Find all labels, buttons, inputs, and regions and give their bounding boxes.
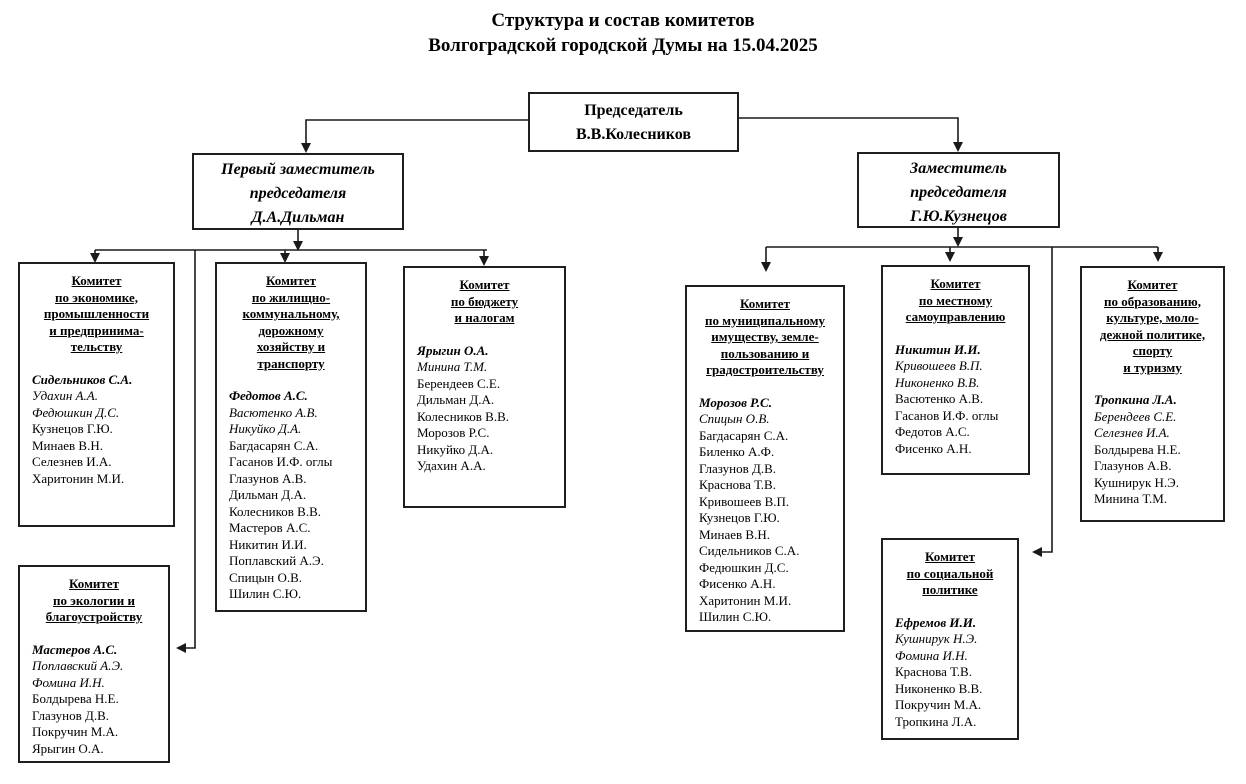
- chart-title: [0, 8, 1246, 58]
- first-deputy-role-line1: Первый заместитель: [221, 161, 375, 178]
- committee-title-line: Комитет: [925, 549, 975, 564]
- committee-title-line: Комитет: [930, 276, 981, 291]
- member-name: Глазунов А.В.: [229, 470, 307, 486]
- committee-members: [1082, 392, 1223, 508]
- committee-title: [217, 273, 365, 372]
- member-name: Мастеров А.С.: [32, 641, 118, 657]
- member-name: Фомина И.Н.: [895, 647, 968, 663]
- committee-title-line: по экологии и: [53, 592, 135, 608]
- member-name: Минаев В.Н.: [32, 437, 103, 453]
- committee-title-line: Комитет: [71, 273, 122, 288]
- member-name: Никоненко В.В.: [895, 374, 980, 390]
- committee-title: [883, 276, 1028, 326]
- member-name: Минаев В.Н.: [699, 526, 770, 542]
- committee-title: [20, 273, 173, 356]
- member-name: Фисенко А.Н.: [699, 576, 776, 591]
- committee-title-line: Комитет: [266, 273, 316, 288]
- member-name: Кривошеев В.П.: [699, 493, 790, 509]
- committee-title-line: градостроительству: [706, 362, 824, 377]
- member-name: Удахин А.А.: [417, 458, 486, 473]
- deputy-name: Г.Ю.Кузнецов: [910, 208, 1007, 225]
- member-name: Федюшкин Д.С.: [699, 559, 789, 575]
- member-name: Васютенко А.В.: [229, 404, 318, 420]
- member-name: Поплавский А.Э.: [32, 658, 124, 673]
- committee-members: [883, 615, 1017, 731]
- member-name: Поплавский А.Э.: [229, 553, 324, 568]
- committee-title: [20, 576, 168, 626]
- member-name: Кузнецов Г.Ю.: [32, 421, 113, 436]
- committee-title-line: по жилищно-: [251, 289, 331, 305]
- member-name: Харитонин М.И.: [32, 470, 125, 486]
- committee-title-line: дорожному: [258, 322, 324, 338]
- member-name: Кушнирук Н.Э.: [895, 631, 978, 646]
- member-name: Гасанов И.Ф. оглы: [895, 407, 999, 423]
- deputy-role-line1: Заместитель: [910, 160, 1007, 177]
- committee-title-line: Комитет: [740, 296, 790, 311]
- member-name: Мастеров А.С.: [229, 520, 311, 535]
- committee-title-line: политике: [922, 582, 978, 597]
- member-name: Фисенко А.Н.: [895, 440, 972, 456]
- committee-title-line: по местному: [918, 292, 993, 308]
- member-name: Федотов А.С.: [895, 424, 970, 439]
- first-deputy-box: [192, 153, 404, 230]
- member-name: Шилин С.Ю.: [699, 609, 772, 624]
- committee-title-line: по социальной: [906, 565, 994, 581]
- committee-title-line: коммунальному,: [242, 306, 340, 321]
- chairman-role: Председатель: [584, 102, 683, 119]
- member-name: Морозов Р.С.: [699, 394, 772, 410]
- member-name: Морозов Р.С.: [417, 425, 490, 440]
- committee-members: [687, 395, 843, 626]
- member-name: Сидельников С.А.: [32, 371, 133, 387]
- committee-members: [20, 372, 173, 488]
- chart-title-line1: Структура и состав комитетов: [491, 10, 755, 31]
- member-name: Федюшкин Д.С.: [32, 404, 120, 420]
- committee-box-social: [881, 538, 1019, 740]
- member-name: Никитин И.И.: [229, 536, 307, 552]
- member-name: Спицын О.В.: [699, 411, 770, 426]
- member-name: Гасанов И.Ф. оглы: [229, 454, 333, 469]
- committee-title-line: по экономике,: [55, 289, 138, 305]
- committee-title-line: Комитет: [459, 277, 510, 292]
- member-name: Покручин М.А.: [895, 697, 982, 712]
- member-name: Федотов А.С.: [229, 388, 308, 403]
- member-name: Дильман Д.А.: [229, 487, 307, 502]
- committee-title-line: самоуправлению: [905, 309, 1006, 324]
- member-name: Минина Т.М.: [417, 359, 488, 374]
- member-name: Багдасарян С.А.: [229, 437, 319, 453]
- deputy-role-line2: председателя: [910, 184, 1007, 201]
- committee-title-line: Комитет: [69, 576, 119, 591]
- member-name: Болдырева Н.Е.: [32, 691, 119, 706]
- committee-title-line: хозяйству и: [256, 339, 326, 354]
- committee-title: [405, 277, 564, 327]
- committee-box-local-self-government: [881, 265, 1030, 475]
- member-name: Никуйко Д.А.: [229, 421, 302, 436]
- member-name: Шилин С.Ю.: [229, 586, 302, 601]
- member-name: Никитин И.И.: [895, 341, 981, 357]
- committee-title: [883, 549, 1017, 599]
- member-name: Спицын О.В.: [229, 569, 303, 585]
- chairman-box: [528, 92, 739, 152]
- member-name: Кузнецов Г.Ю.: [699, 510, 780, 525]
- committee-title-line: имуществу, земле-: [711, 329, 819, 344]
- chairman-name: В.В.Колесников: [576, 126, 691, 143]
- member-name: Ефремов И.И.: [895, 614, 977, 630]
- committee-title-line: по бюджету: [450, 293, 519, 309]
- member-name: Глазунов А.В.: [1094, 458, 1172, 473]
- member-name: Селезнев И.А.: [1094, 425, 1170, 440]
- member-name: Тропкина Л.А.: [895, 713, 977, 729]
- member-name: Глазунов Д.В.: [699, 460, 777, 476]
- committee-title: [687, 296, 843, 379]
- member-name: Ярыгин О.А.: [417, 342, 489, 358]
- member-name: Биленко А.Ф.: [699, 444, 775, 459]
- committee-title-line: транспорту: [257, 355, 325, 371]
- member-name: Багдасарян С.А.: [699, 427, 789, 443]
- committee-title-line: по муниципальному: [705, 312, 825, 328]
- committee-box-budget: [403, 266, 566, 508]
- member-name: Васютенко А.В.: [895, 391, 984, 406]
- member-name: Колесников В.В.: [417, 408, 510, 424]
- member-name: Берендеев С.Е.: [1094, 408, 1177, 424]
- first-deputy-name: Д.А.Дильман: [251, 209, 345, 226]
- committee-members: [883, 342, 1028, 458]
- member-name: Ярыгин О.А.: [32, 740, 104, 756]
- member-name: Тропкина Л.А.: [1094, 392, 1177, 407]
- committee-members: [20, 642, 168, 758]
- member-name: Покручин М.А.: [32, 724, 119, 739]
- member-name: Краснова Т.В.: [699, 477, 776, 492]
- member-name: Удахин А.А.: [32, 388, 99, 403]
- committee-title-line: пользованию и: [720, 345, 810, 361]
- member-name: Глазунов Д.В.: [32, 707, 110, 723]
- committee-title-line: промышленности: [43, 306, 150, 321]
- member-name: Харитонин М.И.: [699, 592, 792, 608]
- member-name: Кушнирук Н.Э.: [1094, 474, 1179, 490]
- committee-box-housing: [215, 262, 367, 612]
- member-name: Минина Т.М.: [1094, 491, 1168, 506]
- committee-title-line: тельству: [70, 339, 123, 354]
- first-deputy-role-line2: председателя: [249, 185, 347, 202]
- committee-title-line: и налогам: [454, 310, 515, 325]
- committee-title-line: дежной политике,: [1099, 326, 1206, 342]
- committee-title-line: Комитет: [1127, 277, 1178, 292]
- committee-members: [217, 388, 365, 603]
- committee-title-line: и предпринима-: [49, 322, 144, 338]
- committee-title-line: спорту: [1132, 343, 1173, 358]
- member-name: Селезнев И.А.: [32, 454, 112, 469]
- committee-box-economy: [18, 262, 175, 527]
- member-name: Краснова Т.В.: [895, 664, 972, 679]
- member-name: Берендеев С.Е.: [417, 375, 501, 391]
- committee-box-ecology: [18, 565, 170, 763]
- committee-title-line: и туризму: [1123, 359, 1182, 375]
- member-name: Никуйко Д.А.: [417, 441, 494, 457]
- member-name: Кривошеев В.П.: [895, 358, 983, 373]
- committee-title-line: благоустройству: [45, 609, 143, 624]
- member-name: Дильман Д.А.: [417, 392, 495, 407]
- committee-title-line: по образованию,: [1104, 293, 1201, 309]
- member-name: Фомина И.Н.: [32, 674, 105, 690]
- committee-box-education: [1080, 266, 1225, 522]
- member-name: Сидельников С.А.: [699, 543, 800, 558]
- member-name: Колесников В.В.: [229, 503, 322, 519]
- committee-members: [405, 343, 564, 475]
- member-name: Болдырева Н.Е.: [1094, 441, 1181, 457]
- committee-title: [1082, 277, 1223, 376]
- committee-title-line: культуре, моло-: [1106, 310, 1199, 325]
- chart-title-line2: Волгоградской городской Думы на 15.04.2025: [428, 35, 818, 56]
- committee-box-municipal: [685, 285, 845, 632]
- member-name: Никоненко В.В.: [895, 680, 983, 696]
- deputy-box: [857, 152, 1060, 228]
